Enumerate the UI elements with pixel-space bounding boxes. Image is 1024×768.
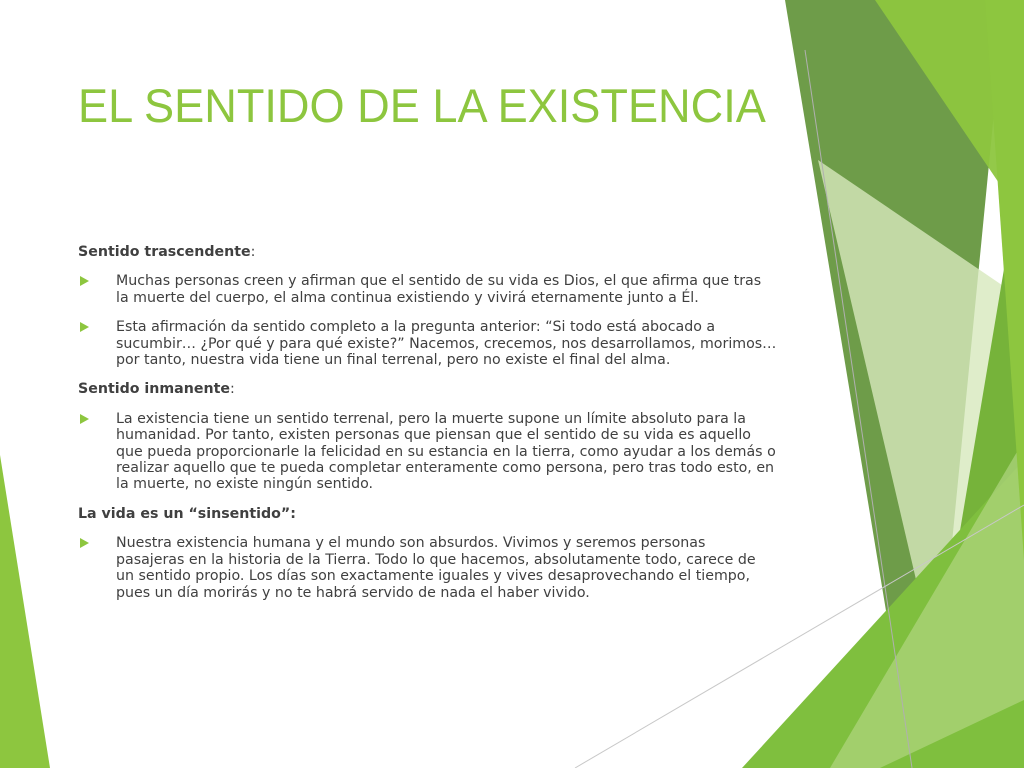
bullet-item — [78, 319, 778, 368]
slide-title: EL SENTIDO DE LA EXISTENCIA — [78, 79, 766, 132]
deco-shape-left-sliver — [0, 455, 50, 768]
triangle-bullet-icon — [80, 538, 89, 548]
section-heading-inmanente: Sentido inmanente: — [78, 381, 235, 398]
bullet-item — [78, 273, 778, 306]
bullet-text: La existencia tiene un sentido terrenal, pero la muerte supone un límite absoluto para la humanidad. Por tanto, existen personas que piensan que el sentido de su vida es aquello que pueda proporcionarle la felicidad en su estancia en la tierra, como ayudar a los demás o realizar aquello que te pueda completar enteramente como persona, pero tras todo esto, en la muerte, no existe ningún sentido. — [116, 410, 776, 493]
triangle-bullet-icon — [80, 322, 89, 332]
bullet-text: Esta afirmación da sentido completo a la pregunta anterior: “Si todo está abocado a sucumbir… ¿Por qué y para qué existe?” Nacemos, crecemos, nos desarrollamos, morimos… por tanto, nuestra vida tiene un final terrenal, pero no existe el final del alma. — [116, 319, 777, 369]
bullet-text: Nuestra existencia humana y el mundo son absurdos. Vivimos y seremos personas pasajeras en la historia de la Tierra. Todo lo que hacemos, absolutamente todo, carece de un sentido propio. Los días son exactamente iguales y vives desaprovechando el tiempo, pues un día morirás y no te habrá servido de nada el haber vivido. — [116, 535, 756, 601]
section-heading-sinsentido: La vida es un “sinsentido”: — [78, 505, 296, 522]
section-heading-trascendente: Sentido trascendente: — [78, 244, 256, 260]
bullet-item — [78, 411, 778, 493]
bullet-item — [78, 535, 778, 601]
bullet-text: Muchas personas creen y afirman que el sentido de su vida es Dios, el que afirma que tras la muerte del cuerpo, el alma continua existiendo y vivirá eternamente junto a Él. — [116, 273, 762, 306]
triangle-bullet-icon — [80, 414, 89, 424]
triangle-bullet-icon — [80, 276, 89, 286]
slide-content — [78, 244, 778, 614]
